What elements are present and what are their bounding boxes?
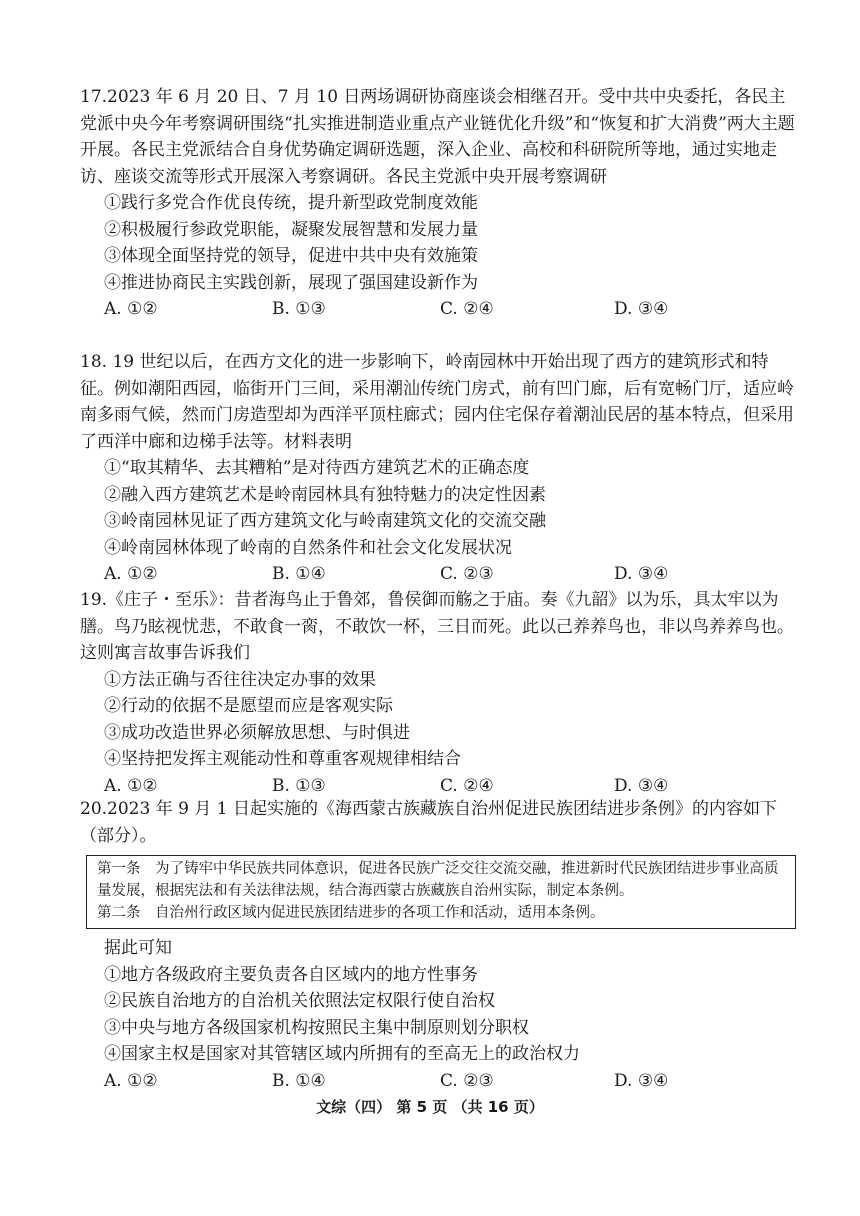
choice-d[interactable]: D. ③④ xyxy=(614,775,669,796)
choice-c[interactable]: C. ②④ xyxy=(440,775,494,796)
choice-d[interactable]: D. ③④ xyxy=(614,1070,669,1091)
question-stem: 19.《庄子・至乐》：昔者海鸟止于鲁郊，鲁侯御而觞之于庙。奏《九韶》以为乐，具太牢以为膳。鸟乃眩视忧悲，不敢食一脔，不敢饮一杯，三日而死。此以己养养鸟也，非以鸟养养鸟也。这则寓言故事告诉我们 xyxy=(80,590,794,663)
choice-a[interactable]: A. ①② xyxy=(104,564,158,584)
statement-option: ④坚持把发挥主观能动性和尊重客观规律相结合 xyxy=(104,749,461,769)
question-19 xyxy=(80,587,802,799)
choice-d[interactable]: D. ③④ xyxy=(614,299,669,319)
choice-a[interactable]: A. ①② xyxy=(104,1070,158,1091)
answer-choices xyxy=(80,296,802,323)
statement-option: ④推进协商民主实践创新，展现了强国建设新作为 xyxy=(104,272,478,293)
choice-c[interactable]: C. ②④ xyxy=(440,299,494,319)
excerpt-article-2: 第二条 自治州行政区域内促进民族团结进步的各项工作和活动，适用本条例。 xyxy=(97,905,605,921)
page-footer: 文综（四） 第 5 页 （共 16 页） xyxy=(316,1098,544,1116)
choice-d[interactable]: D. ③④ xyxy=(614,564,669,584)
statement-option: ②民族自治地方的自治机关依照法定权限行使自治权 xyxy=(104,991,495,1011)
choice-b[interactable]: B. ①③ xyxy=(272,775,326,796)
answer-choices xyxy=(80,561,802,588)
choice-a[interactable]: A. ①② xyxy=(104,775,158,796)
question-lead: 据此可知 xyxy=(104,938,172,958)
question-stem: 20.2023 年 9 月 1 日起实施的《海西蒙古族藏族自治州促进民族团结进步条例》的内容如下（部分）。 xyxy=(80,799,777,846)
statement-option: ③体现全面坚持党的领导，促进中共中央有效施策 xyxy=(104,246,478,266)
choice-b[interactable]: B. ①④ xyxy=(272,1070,326,1091)
regulation-excerpt-box xyxy=(86,855,796,929)
statement-option: ④国家主权是国家对其管辖区域内所拥有的至高无上的政治权力 xyxy=(104,1044,580,1064)
statement-option: ①地方各级政府主要负责各自区域内的地方性事务 xyxy=(104,964,478,985)
statement-option: ③成功改造世界必须解放思想、与时俱进 xyxy=(104,722,410,743)
question-20 xyxy=(80,796,802,1094)
statement-option: ①方法正确与否往往决定办事的效果 xyxy=(104,669,376,690)
statement-option: ③岭南园林见证了西方建筑文化与岭南建筑文化的交流交融 xyxy=(104,511,546,531)
statement-option: ④岭南园林体现了岭南的自然条件和社会文化发展状况 xyxy=(104,537,512,558)
choice-b[interactable]: B. ①③ xyxy=(272,299,326,319)
question-18 xyxy=(80,349,802,588)
excerpt-article-1: 第一条 为了铸牢中华民族共同体意识，促进各民族广泛交往交流交融，推进新时代民族团结进步事业高质量发展，根据宪法和有关法律法规，结合海西蒙古族藏族自治州实际，制定本条例。 xyxy=(97,861,779,899)
choice-c[interactable]: C. ②③ xyxy=(440,1070,494,1091)
statement-option: ②行动的依据不是愿望而应是客观实际 xyxy=(104,696,393,716)
choice-b[interactable]: B. ①④ xyxy=(272,564,326,584)
choice-a[interactable]: A. ①② xyxy=(104,299,158,319)
question-17 xyxy=(80,84,802,323)
statement-option: ②积极履行参政党职能，凝聚发展智慧和发展力量 xyxy=(104,219,478,240)
statement-option: ③中央与地方各级国家机构按照民主集中制原则划分职权 xyxy=(104,1017,529,1038)
question-stem: 18. 19 世纪以后，在西方文化的进一步影响下，岭南园林中开始出现了西方的建筑形式和特征。例如潮阳西园，临街开门三间，采用潮汕传统门房式，前有凹门廊，后有宽畅门厅，适应岭南多雨气候，然而门房造型却为西洋平顶柱廊式；园内住宅保存着潮汕民居的基本特点，但采用了西洋中廊和边梯手法等。材料表明 xyxy=(80,352,794,452)
choice-c[interactable]: C. ②③ xyxy=(440,564,494,584)
question-stem: 17.2023 年 6 月 20 日、7 月 10 日两场调研协商座谈会相继召开。受中共中央委托，各民主党派中央今年考察调研围绕“扎实推进制造业重点产业链优化升级”和“恢复和扩大消费”两大主题开展。各民主党派结合自身优势确定调研选题，深入企业、高校和科研院所等地，通过实地走访、座谈交流等形式开展深入考察调研。各民主党派中央开展考察调研 xyxy=(80,87,795,187)
statement-option: ①践行多党合作优良传统，提升新型政党制度效能 xyxy=(104,193,478,213)
statement-option: ②融入西方建筑艺术是岭南园林具有独特魅力的决定性因素 xyxy=(104,484,546,505)
statement-option: ①“取其精华、去其糟粕”是对待西方建筑艺术的正确态度 xyxy=(104,458,530,478)
answer-choices xyxy=(80,1068,802,1095)
